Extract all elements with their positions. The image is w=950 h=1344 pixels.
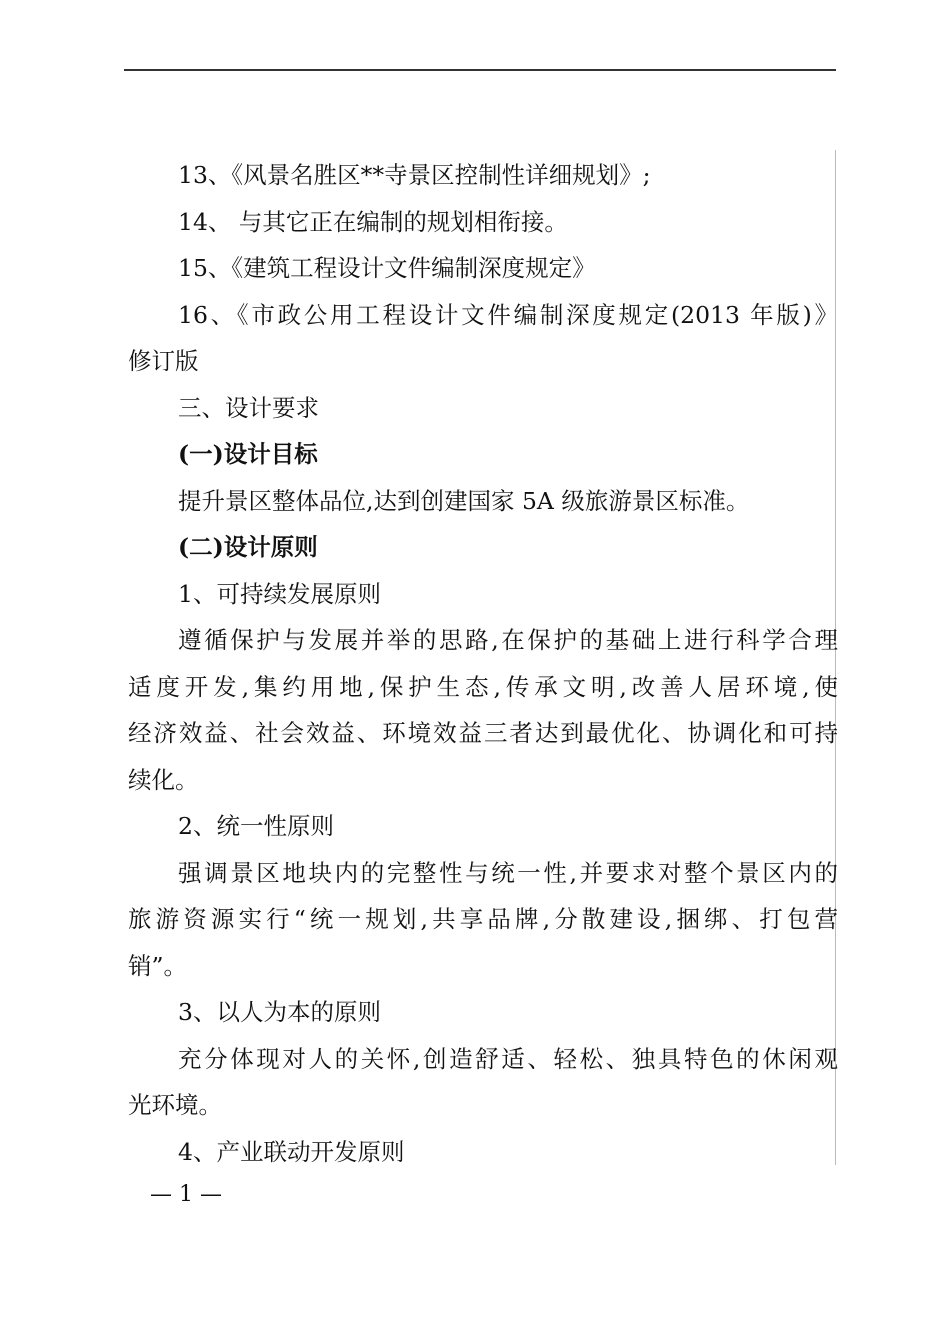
text-line: 提升景区整体品位,达到创建国家 5A 级旅游景区标准。 [178, 486, 750, 515]
text-line: 16、《市政公用工程设计文件编制深度规定(2013 年版)》 [178, 300, 838, 329]
text-line: 充分体现对人的关怀,创造舒适、轻松、独具特色的休闲观 [178, 1044, 838, 1073]
header-rule [124, 69, 836, 71]
subsection-heading: (二)设计原则 [178, 533, 318, 561]
document-body [128, 152, 838, 1175]
principle-heading: 1、可持续发展原则 [178, 579, 381, 608]
text-line: 续化。 [128, 765, 199, 794]
text-line: 修订版 [128, 347, 199, 375]
text-line: 适度开发,集约用地,保护生态,传承文明,改善人居环境,使 [128, 672, 838, 701]
principle-heading: 2、统一性原则 [178, 812, 334, 840]
text-line: 旅游资源实行“统一规划,共享品牌,分散建设,捆绑、打包营 [128, 905, 838, 933]
text-line: 强调景区地块内的完整性与统一性,并要求对整个景区内的 [178, 858, 838, 887]
text-line: 15、《建筑工程设计文件编制深度规定》 [178, 254, 596, 282]
section-heading: 三、设计要求 [178, 393, 319, 422]
text-line: 销”。 [128, 951, 188, 980]
principle-heading: 3、以人为本的原则 [178, 998, 381, 1026]
principle-heading: 4、产业联动开发原则 [178, 1137, 405, 1166]
subsection-heading: (一)设计目标 [178, 440, 318, 468]
text-line: 14、 与其它正在编制的规划相衔接。 [178, 207, 568, 236]
text-line: 光环境。 [128, 1091, 222, 1119]
page-number: — 1 — [150, 1182, 222, 1207]
text-line: 遵循保护与发展并举的思路,在保护的基础上进行科学合理 [178, 626, 838, 654]
text-line: 13、《风景名胜区**寺景区控制性详细规划》; [178, 161, 651, 189]
text-line: 经济效益、社会效益、环境效益三者达到最优化、协调化和可持 [128, 719, 838, 747]
